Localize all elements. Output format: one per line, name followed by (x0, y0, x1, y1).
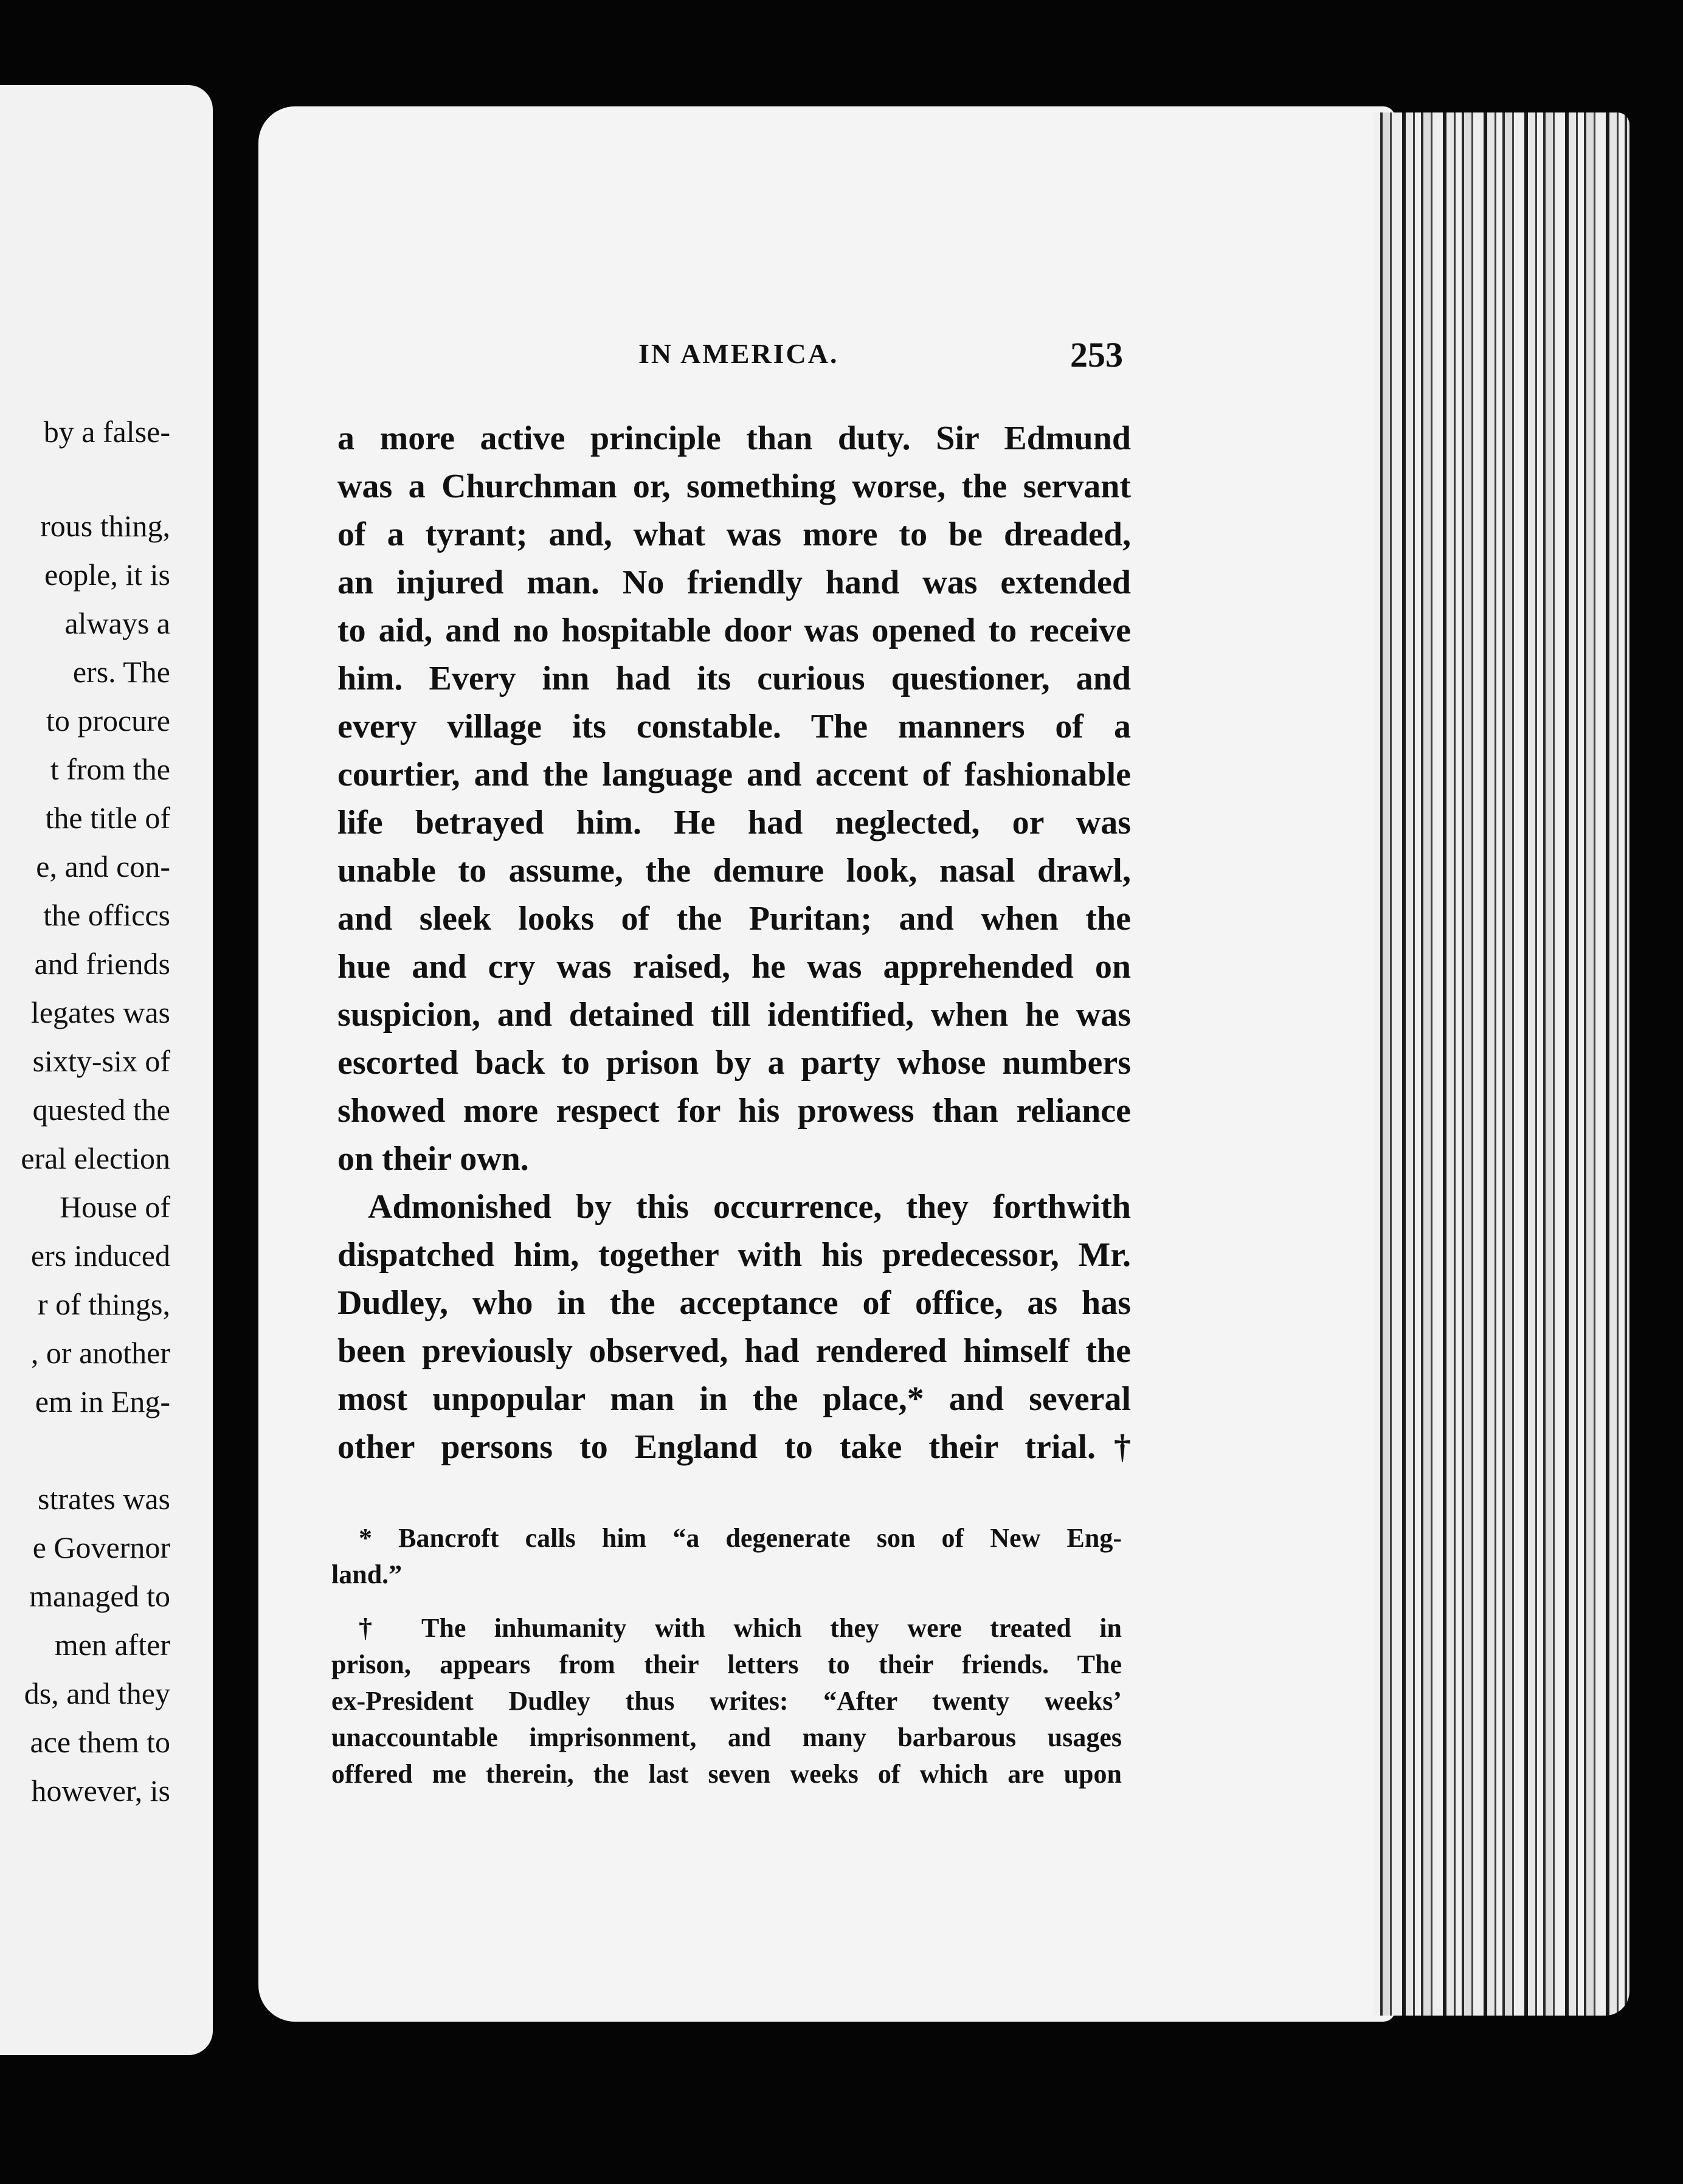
left-page-line: ds, and they (24, 1676, 170, 1710)
text-line: on their own. (337, 1140, 529, 1178)
left-page-line: managed to (29, 1579, 170, 1613)
left-page-line: eople, it is (44, 558, 170, 592)
footnote-line: ex-President Dudley thus writes: “After twenty weeks’ (331, 1686, 1122, 1716)
text-line: a more active principle than duty. Sir Edmund (337, 420, 1131, 457)
footnote-line: prison, appears from their letters to their friends. The (331, 1650, 1122, 1679)
text-line: most unpopular man in the place,* and several (337, 1380, 1131, 1418)
left-page-line: legates was (30, 995, 170, 1029)
text-line: other persons to England to take their trial.† (337, 1428, 1131, 1466)
left-page-line: , or another (30, 1336, 170, 1370)
text-line: to aid, and no hospitable door was opened to receive (337, 612, 1131, 649)
text-line: escorted back to prison by a party whose numbers (337, 1044, 1131, 1082)
footnote-line: land.” (331, 1560, 403, 1589)
left-page-line: ace them to (30, 1725, 170, 1759)
text-line: hue and cry was raised, he was apprehended on (337, 948, 1131, 986)
text-line: dispatched him, together with his predecessor, Mr. (337, 1236, 1131, 1274)
left-page-line: quested the (32, 1093, 170, 1127)
text-line: life betrayed him. He had neglected, or was (337, 804, 1131, 841)
running-title: IN AMERICA. (638, 338, 839, 369)
left-page-line: ers. The (72, 655, 170, 689)
left-page-line: to procure (46, 703, 170, 738)
left-page-line: eral election (21, 1141, 170, 1175)
text-line: courtier, and the language and accent of fashionable (337, 756, 1131, 793)
left-page-line: t from the (50, 752, 170, 786)
left-page-line: rous thing, (40, 509, 170, 543)
footnotes (331, 1520, 1122, 1792)
text-line: unable to assume, the demure look, nasal drawl, (337, 852, 1131, 890)
left-page-line: the title of (45, 801, 170, 835)
text-line: an injured man. No friendly hand was extended (337, 564, 1131, 601)
footnote-line: † The inhumanity with which they were treated in (359, 1613, 1122, 1643)
footnote-line: * Bancroft calls him “a degenerate son of New Eng- (359, 1523, 1122, 1553)
text-line: suspicion, and detained till identified, when he was (337, 996, 1131, 1034)
left-page-line: the officcs (43, 898, 170, 932)
page-number: 253 (1070, 335, 1123, 375)
left-page-line: House of (60, 1190, 170, 1224)
text-line: every village its constable. The manners of a (337, 708, 1131, 745)
left-page-line: e, and con- (36, 849, 170, 883)
text-line: Admonished by this occurrence, they forthwith (368, 1188, 1131, 1226)
text-line: showed more respect for his prowess than reliance (337, 1092, 1131, 1130)
text-line: been previously observed, had rendered himself the (337, 1332, 1131, 1370)
left-page-line: and friends (34, 947, 170, 981)
left-page-line: strates was (38, 1482, 170, 1516)
left-page-line: always a (64, 606, 170, 640)
footnote-line: offered me therein, the last seven weeks of which are upon (331, 1759, 1122, 1789)
left-page-line: r of things, (37, 1287, 170, 1321)
footnote-line: unaccountable imprisonment, and many barbarous usages (331, 1723, 1122, 1752)
left-page-line: em in Eng- (35, 1384, 170, 1419)
text-line: him. Every inn had its curious questioner, and (337, 660, 1131, 697)
left-facing-page (0, 85, 213, 2055)
left-page-line: sixty-six of (32, 1044, 170, 1078)
text-line: was a Churchman or, something worse, the servant (337, 468, 1131, 505)
left-page-line: however, is (31, 1774, 170, 1808)
text-line: and sleek looks of the Puritan; and when the (337, 900, 1131, 938)
left-page-line: by a false- (43, 415, 170, 449)
left-page-line: ers induced (30, 1239, 170, 1273)
body-text (337, 415, 1131, 1471)
text-line: Dudley, who in the acceptance of office, as has (337, 1284, 1131, 1322)
book-fore-edge (1374, 112, 1629, 2016)
left-page-line: men after (54, 1628, 170, 1662)
left-page-line: e Governor (32, 1530, 170, 1564)
text-line: of a tyrant; and, what was more to be dreaded, (337, 516, 1131, 553)
